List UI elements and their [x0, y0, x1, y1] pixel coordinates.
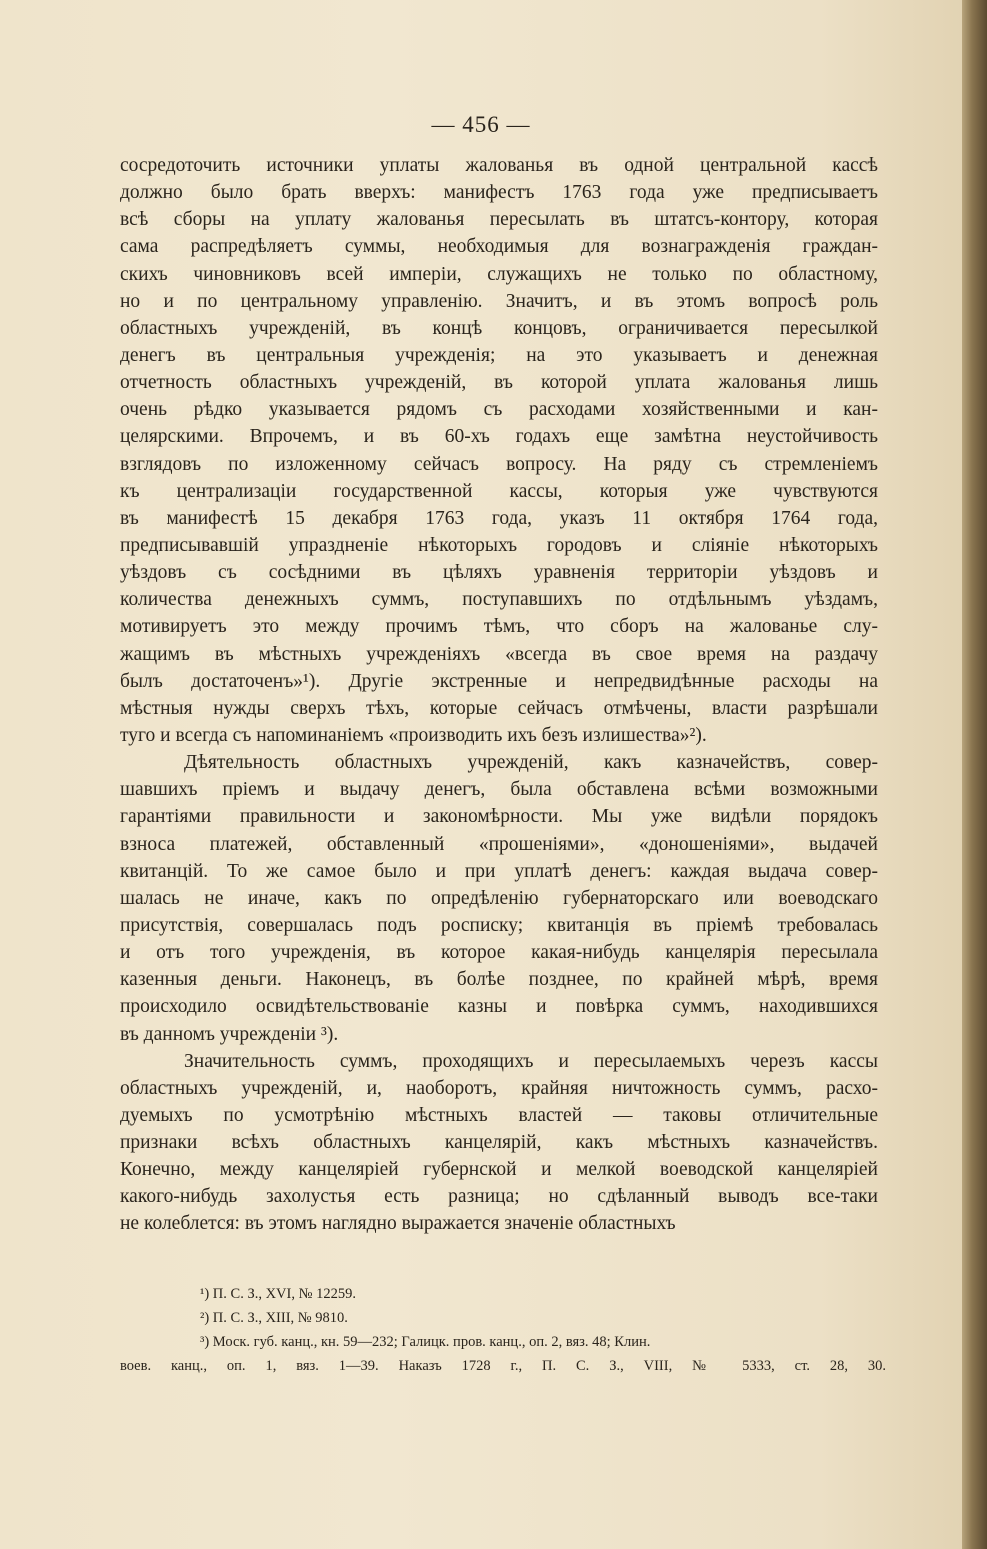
footnote-2: ²) П. С. З., XIII, № 9810. [200, 1310, 348, 1326]
footnotes [120, 1282, 886, 1378]
text-line: должно было брать вверхъ: манифестъ 1763 года уже предписываетъ [120, 182, 878, 204]
paragraph [120, 1048, 878, 1238]
text-line: Дѣятельность областныхъ учрежденій, какъ казначействъ, совер- [184, 752, 878, 774]
text-line: присутствія, совершалась подъ росписку; квитанція въ пріемѣ требовалась [120, 914, 878, 936]
text-line: къ централизаціи государственной кассы, которыя уже чувствуются [120, 480, 878, 502]
text-line: туго и всегда съ напоминаніемъ «производить ихъ безъ излишества»²). [120, 724, 707, 746]
text-line: признаки всѣхъ областныхъ канцелярій, какъ мѣстныхъ казначействъ. [120, 1132, 878, 1154]
text-line: но и по центральному управленію. Значитъ, и въ этомъ вопросѣ роль [120, 290, 878, 312]
footnote-1: ¹) П. С. З., XVI, № 12259. [200, 1286, 356, 1302]
paragraph [120, 749, 878, 1048]
text-line: Конечно, между канцеляріей губернской и мелкой воеводской канцеляріей [120, 1159, 878, 1181]
text-line: целярскими. Впрочемъ, и въ 60-хъ годахъ еще замѣтна неустойчивость [120, 426, 878, 448]
text-line: казенныя деньги. Наконецъ, въ болѣе позднее, по крайней мѣрѣ, время [120, 969, 878, 991]
text-line: денегъ въ центральныя учрежденія; на это указываетъ и денежная [120, 344, 878, 366]
text-line: сосредоточить источники уплаты жалованья въ одной центральной кассѣ [120, 155, 878, 176]
text-line: и отъ того учрежденія, въ которое какая-нибудь канцелярія пересылала [120, 942, 878, 964]
body-text [120, 152, 878, 1238]
text-line: всѣ сборы на уплату жалованья пересылать въ штатсъ-контору, которая [120, 209, 878, 231]
text-line: квитанцій. То же самое было и при уплатѣ денегъ: каждая выдача совер- [120, 860, 878, 882]
text-line: предписывавшій упраздненіе нѣкоторыхъ городовъ и сліяніе нѣкоторыхъ [120, 534, 878, 556]
footnote-3-continuation: воев. канц., оп. 1, вяз. 1—39. Наказъ 1728 г., П. С. З., VIII, № 5333, ст. 28, 30. [120, 1358, 886, 1374]
text-line: областныхъ учрежденій, въ концѣ концовъ, ограничивается пересылкой [120, 317, 878, 339]
text-line: шавшихъ пріемъ и выдачу денегъ, была обставлена всѣми возможными [120, 779, 878, 801]
text-line: жащимъ въ мѣстныхъ учрежденіяхъ «всегда въ свое время на раздачу [120, 643, 878, 665]
text-line: мотивируетъ это между прочимъ тѣмъ, что сборъ на жалованье слу- [120, 616, 878, 638]
text-line: уѣздовъ съ сосѣдними въ цѣляхъ уравненія территоріи уѣздовъ и [120, 562, 878, 584]
text-line: скихъ чиновниковъ всей имперіи, служащихъ не только по областному, [120, 263, 878, 285]
text-line: въ манифестѣ 15 декабря 1763 года, указъ 11 октября 1764 года, [120, 507, 878, 529]
text-line: взноса платежей, обставленный «прошеніями», «доношеніями», выдачей [120, 833, 878, 855]
text-line: мѣстныя нужды сверхъ тѣхъ, которые сейчасъ отмѣчены, власти разрѣшали [120, 697, 878, 719]
text-line: былъ достаточенъ»¹). Другіе экстренные и непредвидѣнные расходы на [120, 670, 878, 692]
text-line: не колеблется: въ этомъ наглядно выражается значеніе областныхъ [120, 1213, 676, 1235]
text-line: гарантіями правильности и закономѣрности. Мы уже видѣли порядокъ [120, 806, 878, 828]
paragraph [120, 152, 878, 749]
text-line: очень рѣдко указывается рядомъ съ расходами хозяйственными и кан- [120, 399, 878, 421]
text-line: областныхъ учрежденій, и, наоборотъ, крайняя ничтожность суммъ, расхо- [120, 1077, 878, 1099]
footnote-3: ³) Моск. губ. канц., кн. 59—232; Галицк. пров. канц., оп. 2, вяз. 48; Клин. [200, 1334, 651, 1350]
text-line: въ данномъ учрежденіи ³). [120, 1023, 339, 1045]
book-spine [962, 0, 987, 1549]
text-line: сама распредѣляетъ суммы, необходимыя для вознагражденія граждан- [120, 236, 878, 258]
text-line: шалась не иначе, какъ по опредѣленію губернаторскаго или воеводскаго [120, 887, 878, 909]
text-line: количества денежныхъ суммъ, поступавшихъ по отдѣльнымъ уѣздамъ, [120, 589, 878, 611]
text-line: Значительность суммъ, проходящихъ и пересылаемыхъ черезъ кассы [184, 1050, 878, 1072]
text-line: какого-нибудь захолустья есть разница; но сдѣланный выводъ все-таки [120, 1186, 878, 1208]
page-number: — 456 — [431, 112, 531, 137]
text-line: происходило освидѣтельствованіе казны и повѣрка суммъ, находившихся [120, 996, 878, 1018]
text-line: дуемыхъ по усмотрѣнію мѣстныхъ властей — таковы отличительные [120, 1104, 878, 1126]
text-line: взглядовъ по изложенному сейчасъ вопросу. На ряду съ стремленіемъ [120, 453, 878, 475]
text-line: отчетность областныхъ учрежденій, въ которой уплата жалованья лишь [120, 372, 878, 394]
